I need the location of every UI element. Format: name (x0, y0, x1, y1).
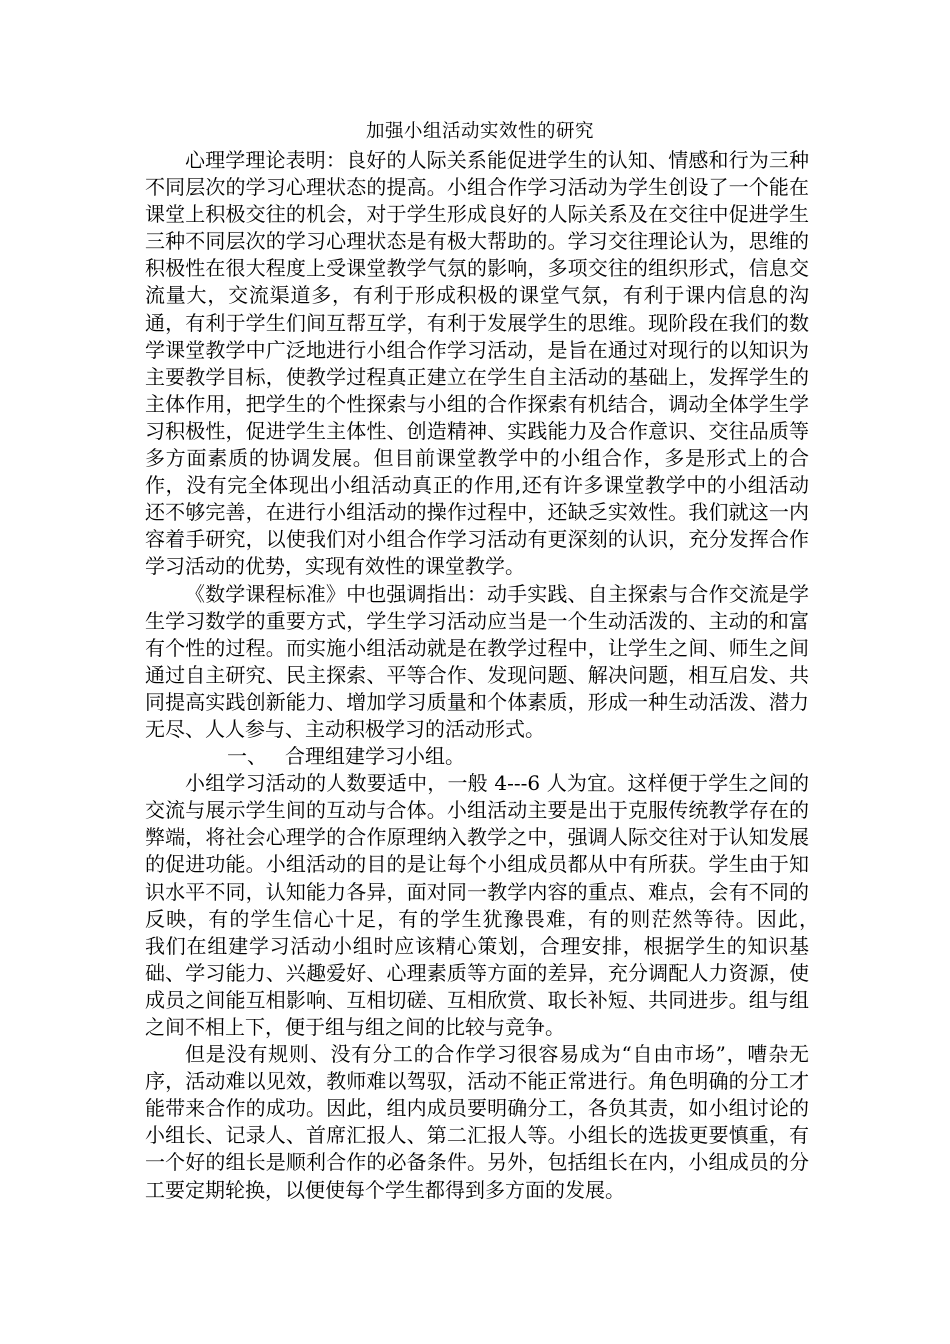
body-paragraph: 小组学习活动的人数要适中，一般 4---6 人为宜。这样便于学生之间的交流与展示学生间的互动与合体。小组活动主要是出于克服传统教学存在的弊端，将社会心理学的合作原理纳入教学之中，强调人际交往对于认知发展的促进功能。小组活动的目的是让每个小组成员都从中有所获。学生由于知识水平不同，认知能力各异，面对同一教学内容的重点、难点，会有不同的反映，有的学生信心十足，有的学生犹豫畏难，有的则茫然等待。因此， 我们在组建学习活动小组时应该精心策划，合理安排，根据学生的知识基础、学习能力、兴趣爱好、心理素质等方面的差异，充分调配人力资源，使成员之间能互相影响、互相切磋、互相欣赏、取长补短、共同进步。组与组之间不相上下，便于组与组之间的比较与竞争。 (145, 771, 829, 1039)
section-number: 一、 (227, 744, 267, 769)
body-paragraph: 心理学理论表明：良好的人际关系能促进学生的认知、情感和行为三种不同层次的学习心理状态的提高。小组合作学习活动为学生创设了一个能在课堂上积极交往的机会，对于学生形成良好的人际关系及在交往中促进学生三种不同层次的学习心理状态是有极大帮助的。学习交往理论认为，思维的积极性在很大程度上受课堂教学气氛的影响，多项交往的组织形式，信息交流量大，交流渠道多，有利于形成积极的课堂气氛，有利于课内信息的沟通，有利于学生们间互帮互学，有利于发展学生的思维。现阶段在我们的数学课堂教学中广泛地进行小组合作学习活动，是旨在通过对现行的以知识为主要教学目标，使教学过程真正建立在学生自主活动的基础上，发挥学生的主体作用，把学生的个性探索与小组的合作探索有机结合，调动全体学生学习积极性，促进学生主体性、创造精神、实践能力及合作意识、交往品质等多方面素质的协调发展。但目前课堂教学中的小组合作，多是形式上的合作，没有完全体现出小组活动真正的作用,还有许多课堂教学中的小组活动还不够完善，在进行小组活动的操作过程中，还缺乏实效性。我们就这一内容着手研究，以使我们对小组合作学习活动有更深刻的认识，充分发挥合作学习活动的优势，实现有效性的课堂教学。 (145, 148, 809, 579)
section-heading-text: 合理组建学习小组。 (285, 744, 465, 769)
document-title: 加强小组活动实效性的研究 (366, 121, 595, 142)
section-heading (227, 743, 809, 770)
body-paragraph: 《数学课程标准》中也强调指出：动手实践、自主探索与合作交流是学生学习数学的重要方式，学生学习活动应当是一个生动活泼的、主动的和富有个性的过程。而实施小组活动就是在教学过程中，让学生之间、师生之间通过自主研究、民主探索、平等合作、发现问题、解决问题，相互启发、共同提高实践创新能力、增加学习质量和个体素质，形成一种生动活泼、潜力无尽、人人参与、主动积极学习的活动形式。 (145, 581, 809, 741)
body-paragraph: 但是没有规则、没有分工的合作学习很容易成为“自由市场”，嘈杂无序，活动难以见效，教师难以驾驭，活动不能正常进行。角色明确的分工才能带来合作的成功。因此，组内成员要明确分工，各负其责，如小组讨论的小组长、记录人、首席汇报人、第二汇报人等。小组长的选拔更要慎重，有一个好的组长是顺利合作的必备条件。另外，包括组长在内，小组成员的分工要定期轮换，以便使每个学生都得到多方面的发展。 (145, 1042, 809, 1202)
document-page (145, 118, 829, 1204)
